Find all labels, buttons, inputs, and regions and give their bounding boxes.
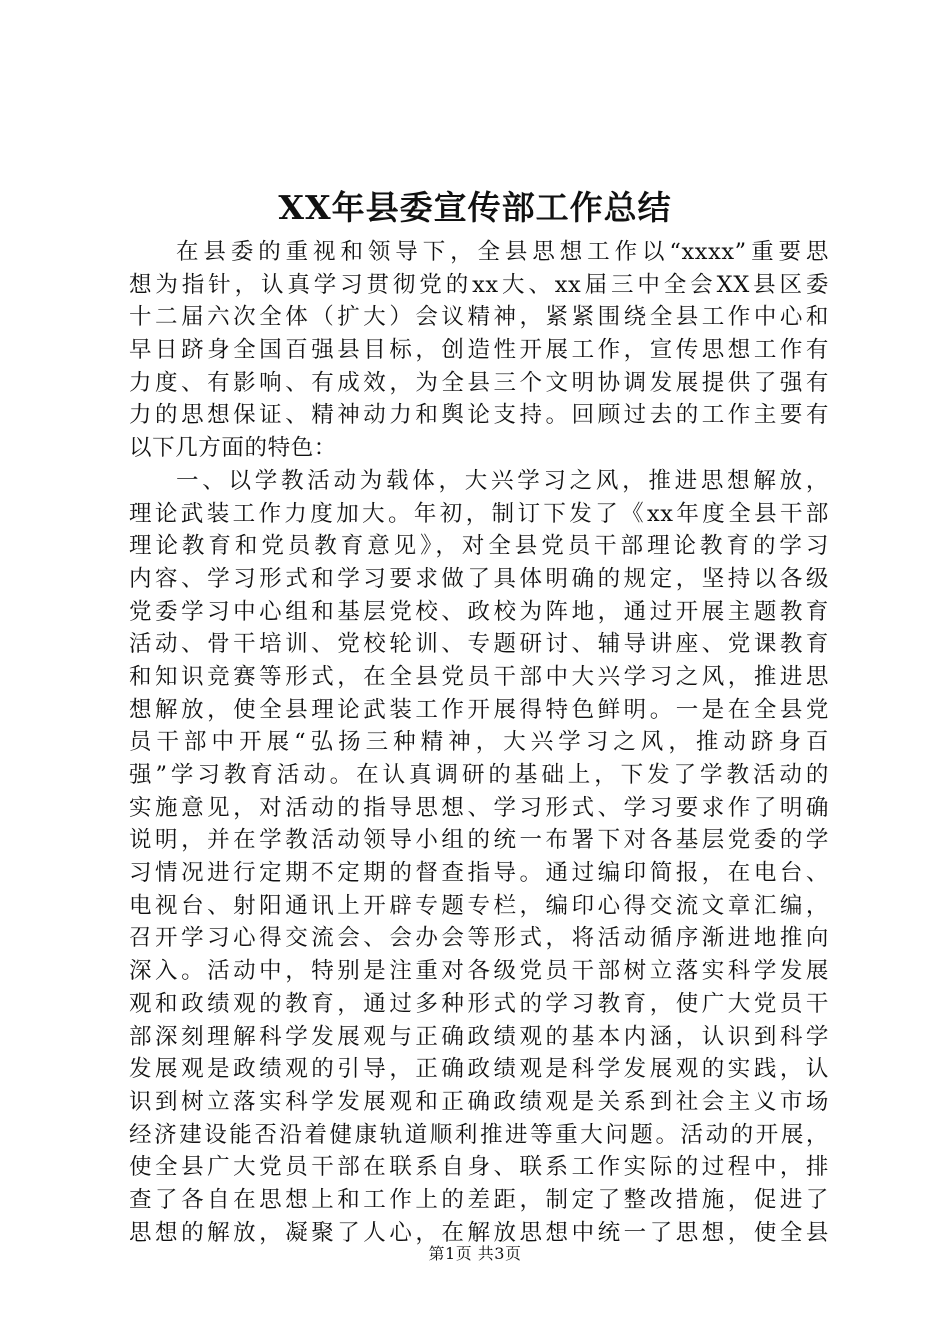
body-line: 深入。活动中，特别是注重对各级党员干部树立落实科学发展 bbox=[129, 958, 829, 985]
body-line: 电视台、射阳通讯上开辟专题专栏，编印心得交流文章汇编， bbox=[129, 892, 829, 919]
page-footer: 第1页 共3页 bbox=[428, 1244, 522, 1263]
document-body bbox=[129, 236, 829, 1249]
body-line: 力度、有影响、有成效，为全县三个文明协调发展提供了强有 bbox=[129, 369, 829, 396]
body-line: 力的思想保证、精神动力和舆论支持。回顾过去的工作主要有 bbox=[129, 402, 829, 429]
body-line: 召开学习心得交流会、会办会等形式，将活动循序渐进地推向 bbox=[129, 925, 829, 952]
body-line: 内容、学习形式和学习要求做了具体明确的规定，坚持以各级 bbox=[129, 565, 829, 592]
body-line: 习情况进行定期不定期的督查指导。通过编印简报，在电台、 bbox=[129, 860, 829, 887]
body-line: 和知识竞赛等形式，在全县党员干部中大兴学习之风，推进思 bbox=[129, 663, 829, 690]
body-line: 部深刻理解科学发展观与正确政绩观的基本内涵，认识到科学 bbox=[129, 1023, 829, 1050]
body-line: 强”学习教育活动。在认真调研的基础上，下发了学教活动的 bbox=[129, 762, 829, 788]
body-line: 理论教育和党员教育意见》，对全县党员干部理论教育的学习 bbox=[129, 533, 829, 560]
body-line: 十二届六次全体（扩大）会议精神，紧紧围绕全县工作中心和 bbox=[129, 304, 829, 331]
body-line: 识到树立落实科学发展观和正确政绩观是关系到社会主义市场 bbox=[129, 1088, 829, 1115]
body-line: 经济建设能否沿着健康轨道顺利推进等重大问题。活动的开展， bbox=[129, 1121, 829, 1148]
body-line: 党委学习中心组和基层党校、政校为阵地，通过开展主题教育 bbox=[129, 598, 829, 625]
body-line: 想为指针，认真学习贯彻党的xx大、xx届三中全会XX县区委 bbox=[129, 271, 829, 298]
body-line: 活动、骨干培训、党校轮训、专题研讨、辅导讲座、党课教育 bbox=[129, 631, 829, 658]
body-line: 以下几方面的特色： bbox=[129, 435, 337, 462]
body-line: 实施意见，对活动的指导思想、学习形式、学习要求作了明确 bbox=[129, 794, 829, 821]
body-line: 发展观是政绩观的引导，正确政绩观是科学发展观的实践，认 bbox=[129, 1056, 829, 1083]
body-line: 思想的解放，凝聚了人心，在解放思想中统一了思想，使全县 bbox=[129, 1219, 829, 1246]
document-title: XX年县委宣传部工作总结 bbox=[278, 188, 672, 227]
body-line: 理论武装工作力度加大。年初，制订下发了《xx年度全县干部 bbox=[129, 500, 829, 527]
body-line: 一、以学教活动为载体，大兴学习之风，推进思想解放， bbox=[176, 467, 829, 494]
body-line: 使全县广大党员干部在联系自身、联系工作实际的过程中，排 bbox=[129, 1154, 829, 1181]
body-line: 查了各自在思想上和工作上的差距，制定了整改措施，促进了 bbox=[129, 1186, 829, 1213]
body-line: 在县委的重视和领导下，全县思想工作以“xxxx”重要思 bbox=[176, 239, 829, 265]
body-line: 观和政绩观的教育，通过多种形式的学习教育，使广大党员干 bbox=[129, 990, 829, 1017]
body-line: 员干部中开展“弘扬三种精神，大兴学习之风，推动跻身百 bbox=[129, 729, 829, 756]
body-line: 早日跻身全国百强县目标，创造性开展工作，宣传思想工作有 bbox=[129, 337, 829, 364]
body-line: 说明，并在学教活动领导小组的统一布署下对各基层党委的学 bbox=[129, 827, 829, 854]
body-line: 想解放，使全县理论武装工作开展得特色鲜明。一是在全县党 bbox=[129, 696, 829, 723]
